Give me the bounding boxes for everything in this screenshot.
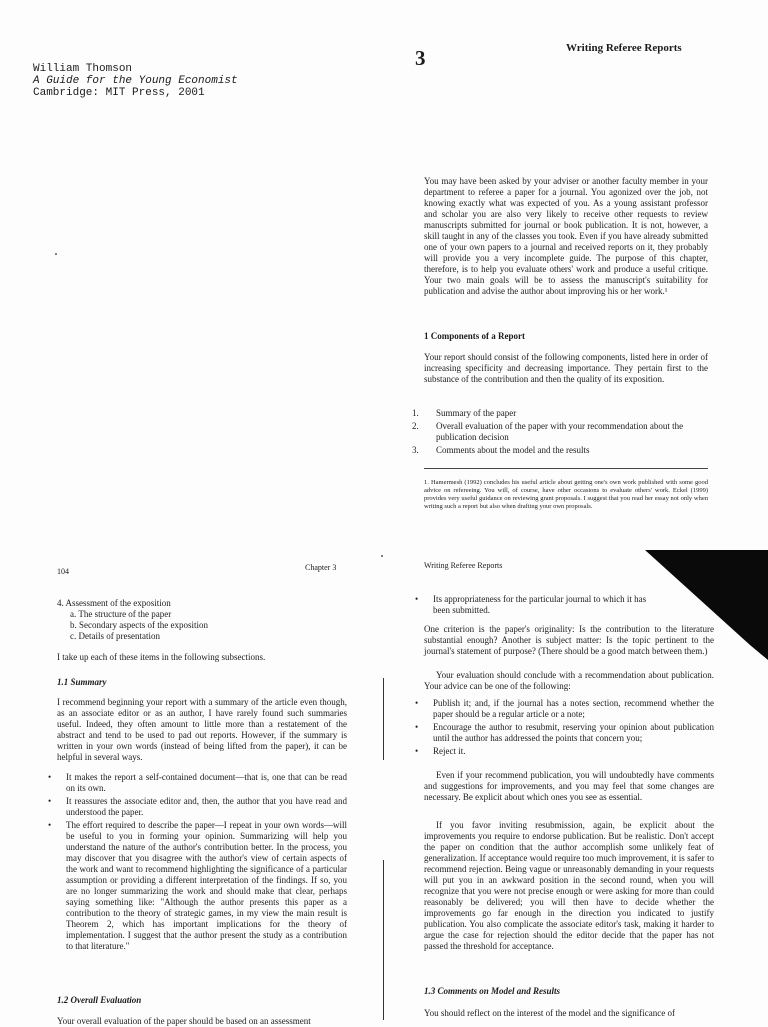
summary-bullets bbox=[48, 772, 347, 954]
section-heading-model-results: 1.3 Comments on Model and Results bbox=[424, 986, 561, 996]
overall-evaluation-paragraph: Your overall evaluation of the paper should be based on an assessment bbox=[57, 1016, 311, 1026]
list-item: • Reject it. bbox=[415, 746, 466, 756]
list-item: • Publish it; and, if the journal has a notes section, recommend whether the paper should be a regular article or a note; bbox=[415, 698, 714, 719]
running-head: Chapter 3 bbox=[305, 563, 337, 572]
scan-speck bbox=[55, 253, 57, 255]
citation-block bbox=[33, 63, 238, 99]
scan-speck bbox=[381, 555, 383, 557]
list-item: • The effort required to describe the paper—I repeat in your own words—will be useful to you in forming your opinion. Summarizing will help you understand the nature of the author's contribution better. In the process, you may discover that you disagree with the author's view of certain aspects of the work and want to recommend highlighting the significance of a particular assumption or providing a different interpretation of the findings. If so, you are no longer summarizing the work and should make that clear, perhaps saying something like: "Although the author presents this paper as a contribution to the theory of strategic games, in my view the main result is Theorem 2, which has important implications for the theory of implementation. I suggest that the author present the study as a contribution to that literature." bbox=[48, 820, 347, 951]
subsections-intro: I take up each of these items in the following subsections. bbox=[57, 652, 266, 662]
list-item: 1. Summary of the paper bbox=[412, 408, 517, 418]
list-item: c. Details of presentation bbox=[70, 631, 160, 641]
components-list bbox=[412, 408, 708, 458]
components-intro-paragraph: Your report should consist of the following components, listed here in order of increasing specificity and decreasing importance. They pertain first to the substance of the contribution and then the quality of its exposition. bbox=[424, 352, 708, 384]
chapter-intro-paragraph: You may have been asked by your adviser or another faculty member in your department to referee a paper for a journal. You agonized over the job, not knowing exactly what was expected of you. As a young assistant professor and scholar you are also very likely to receive other requests to review manuscripts submitted for journal or book publication. It is not, however, a skill taught in any of the classes you took. Even if you have already submitted one of your own papers to a journal and received reports on it, they probably will provide you a very incomplete guide. The purpose of this chapter, therefore, is to help you evaluate others' work and produce a useful critique. Your two main goals will be to assess the manuscript's suitability for publication and advise the author about improving his or her work.¹ bbox=[424, 176, 708, 296]
appropriateness-bullet bbox=[415, 594, 649, 618]
footnote: 1. Hamermesh (1992) concludes his useful article about getting one's own work published with some good advice on refereeing. You will, of course, have other occasions to evaluate others' work. Eckel (1999) provides very useful guidance on reviewing grant proposals. I suggest that you read her essay not only when writing such a report but also when drafting your own proposals. bbox=[424, 478, 708, 510]
chapter-title: Writing Referee Reports bbox=[566, 42, 682, 54]
model-results-paragraph: You should reflect on the interest of the model and the significance of bbox=[424, 1008, 676, 1018]
list-item: 4. Assessment of the exposition bbox=[57, 598, 171, 608]
list-item: • It makes the report a self-contained document—that is, one that can be read on its own. bbox=[48, 772, 347, 793]
page-gutter-line bbox=[383, 860, 384, 1020]
footnote-rule bbox=[424, 468, 708, 469]
summary-paragraph: I recommend beginning your report with a summary of the article even though, as an associate editor or as an author, I have rarely found such summaries useful. Indeed, they often amount to little more than a restatement of the abstract and tend to be used to pad out reports. However, if the summary is written in your own words (instead of being lifted from the paper), it can be helpful in several ways. bbox=[57, 697, 347, 762]
list-item: a. The structure of the paper bbox=[70, 609, 172, 619]
page-gutter-line bbox=[383, 678, 384, 760]
improvements-paragraph: Even if your recommend publication, you will undoubtedly have comments and suggestions for improvements, and you may feel that some changes are necessary. Be explicit about which ones you see as essential. bbox=[424, 770, 714, 802]
section-heading-overall-evaluation: 1.2 Overall Evaluation bbox=[57, 995, 142, 1005]
section-heading-summary: 1.1 Summary bbox=[57, 677, 107, 687]
recommendation-paragraph: Your evaluation should conclude with a recommendation about publication. Your advice can be one of the following: bbox=[424, 670, 714, 691]
citation-book-title: A Guide for the Young Economist bbox=[33, 75, 238, 87]
citation-author: William Thomson bbox=[33, 63, 133, 75]
running-head: Writing Referee Reports bbox=[424, 561, 503, 570]
assessment-item bbox=[57, 598, 347, 642]
chapter-number: 3 bbox=[415, 46, 426, 70]
list-item: 2. Overall evaluation of the paper with your recommendation about the publication decision bbox=[412, 421, 684, 442]
list-item: • Encourage the author to resubmit, reserving your opinion about publication until the author has addressed the points that concern you; bbox=[415, 722, 714, 743]
page-number: 104 bbox=[57, 567, 69, 576]
originality-paragraph: One criterion is the paper's originality: Is the contribution to the literature substantial enough? Another is subject matter: Is the topic pertinent to the journal's statement of purpose? (There should be a good match between them.) bbox=[424, 624, 714, 656]
section-heading-components: 1 Components of a Report bbox=[424, 331, 525, 341]
list-item: 3. Comments about the model and the results bbox=[412, 445, 590, 455]
resubmission-paragraph: If you favor inviting resubmission, again, be explicit about the improvements you require to endorse publication. But be realistic. Don't accept the paper on condition that the author accomplish some unlikely feat of generalization. If acceptance would require too much improvement, it is safer to recommend rejection. Being vague or unreasonably demanding in your requests will put you in an awkward position in the second round, when you will recognize that you were not precise enough or were asking for more than could reasonably be delivered; you will then have to decide whether the improvements go far enough in the direction you indicated to justify publication. You also complicate the associate editor's task, making it harder to argue the case for rejection should the editor decide that the paper has not passed the threshold for acceptance. bbox=[424, 820, 714, 951]
list-item: • It reassures the associate editor and, then, the author that you have read and understood the paper. bbox=[48, 796, 347, 817]
list-item: • Its appropriateness for the particular journal to which it has been submitted. bbox=[415, 594, 647, 615]
citation-publisher: Cambridge: MIT Press, 2001 bbox=[33, 87, 205, 99]
recommendation-options bbox=[415, 698, 714, 759]
list-item: b. Secondary aspects of the exposition bbox=[70, 620, 208, 630]
